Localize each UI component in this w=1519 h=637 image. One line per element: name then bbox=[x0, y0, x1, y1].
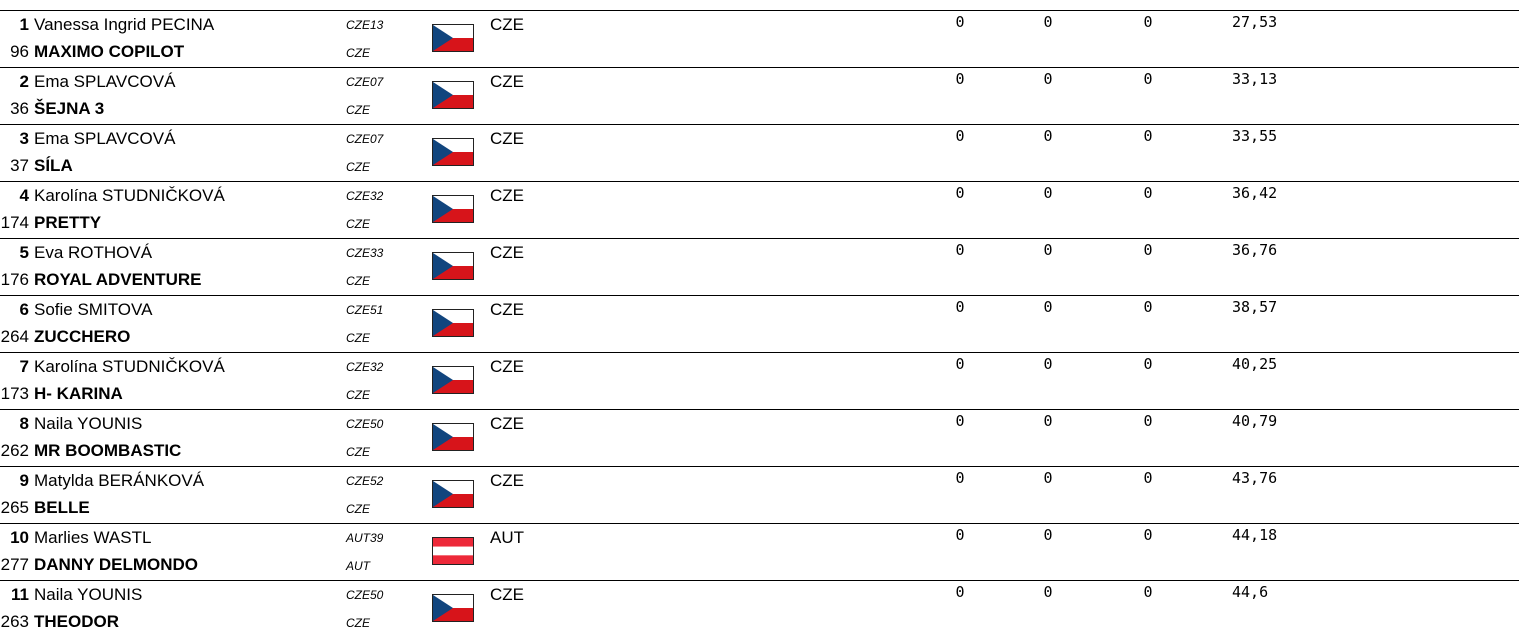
horse-name: ZUCCHERO bbox=[34, 327, 131, 346]
time-value: 40,79 bbox=[1232, 412, 1278, 430]
placing-rank: 8 bbox=[19, 414, 29, 433]
rider-name: Naila YOUNIS bbox=[34, 414, 143, 433]
table-row bbox=[0, 295, 1519, 352]
row-divider bbox=[0, 409, 1519, 410]
faults-round-2: 0 bbox=[1043, 127, 1053, 145]
nation-label: CZE bbox=[490, 129, 524, 148]
faults-round-2: 0 bbox=[1043, 583, 1053, 601]
rider-code: CZE51 bbox=[346, 303, 384, 317]
rider-name: Karolína STUDNIČKOVÁ bbox=[34, 357, 225, 376]
nation-label: AUT bbox=[490, 528, 524, 547]
horse-number: 264 bbox=[0, 327, 29, 346]
horse-nation-code: CZE bbox=[346, 160, 370, 174]
rider-name: Matylda BERÁNKOVÁ bbox=[34, 471, 205, 490]
table-row bbox=[0, 523, 1519, 580]
placing-rank: 3 bbox=[19, 129, 29, 148]
row-divider bbox=[0, 466, 1519, 467]
row-divider bbox=[0, 580, 1519, 581]
placing-rank: 5 bbox=[19, 243, 29, 262]
faults-total: 0 bbox=[1143, 184, 1153, 202]
time-value: 36,76 bbox=[1232, 241, 1278, 259]
horse-name: DANNY DELMONDO bbox=[34, 555, 199, 574]
horse-name: H- KARINA bbox=[34, 384, 123, 403]
time-value: 40,25 bbox=[1232, 355, 1278, 373]
placing-rank: 11 bbox=[11, 585, 29, 604]
placing-rank: 1 bbox=[19, 15, 29, 34]
nation-label: CZE bbox=[490, 300, 524, 319]
horse-number: 37 bbox=[10, 156, 29, 175]
horse-number: 36 bbox=[10, 99, 29, 118]
cze-flag-icon bbox=[432, 24, 474, 52]
horse-name: ROYAL ADVENTURE bbox=[34, 270, 202, 289]
horse-number: 277 bbox=[0, 555, 29, 574]
table-row bbox=[0, 352, 1519, 409]
rider-code: CZE50 bbox=[346, 417, 384, 431]
table-row bbox=[0, 124, 1519, 181]
placing-rank: 4 bbox=[19, 186, 29, 205]
horse-name: BELLE bbox=[34, 498, 90, 517]
horse-nation-code: CZE bbox=[346, 274, 370, 288]
rider-name: Marlies WASTL bbox=[34, 528, 152, 547]
nation-label: CZE bbox=[490, 243, 524, 262]
faults-round-2: 0 bbox=[1043, 298, 1053, 316]
horse-name: SÍLA bbox=[34, 156, 73, 175]
row-divider bbox=[0, 238, 1519, 239]
horse-nation-code: CZE bbox=[346, 388, 370, 402]
faults-total: 0 bbox=[1143, 70, 1153, 88]
faults-round-1: 0 bbox=[955, 469, 965, 487]
faults-round-2: 0 bbox=[1043, 526, 1053, 544]
rider-name: Naila YOUNIS bbox=[34, 585, 143, 604]
faults-round-2: 0 bbox=[1043, 469, 1053, 487]
rider-name: Sofie SMITOVA bbox=[34, 300, 153, 319]
rider-code: AUT39 bbox=[346, 531, 384, 545]
faults-total: 0 bbox=[1143, 298, 1153, 316]
horse-name: MAXIMO COPILOT bbox=[34, 42, 185, 61]
rider-name: Vanessa Ingrid PECINA bbox=[34, 15, 215, 34]
horse-nation-code: CZE bbox=[346, 616, 370, 630]
faults-round-2: 0 bbox=[1043, 13, 1053, 31]
table-row bbox=[0, 67, 1519, 124]
horse-nation-code: CZE bbox=[346, 103, 370, 117]
row-divider bbox=[0, 10, 1519, 11]
horse-nation-code: AUT bbox=[346, 559, 370, 573]
nation-label: CZE bbox=[490, 72, 524, 91]
table-row bbox=[0, 409, 1519, 466]
faults-total: 0 bbox=[1143, 127, 1153, 145]
horse-number: 265 bbox=[0, 498, 29, 517]
rider-code: CZE32 bbox=[346, 189, 384, 203]
cze-flag-icon bbox=[432, 81, 474, 109]
horse-number: 262 bbox=[0, 441, 29, 460]
faults-round-1: 0 bbox=[955, 127, 965, 145]
faults-round-1: 0 bbox=[955, 526, 965, 544]
rider-code: CZE32 bbox=[346, 360, 384, 374]
horse-name: ŠEJNA 3 bbox=[34, 99, 105, 118]
horse-nation-code: CZE bbox=[346, 46, 370, 60]
faults-total: 0 bbox=[1143, 355, 1153, 373]
horse-name: THEODOR bbox=[34, 612, 119, 631]
nation-label: CZE bbox=[490, 186, 524, 205]
horse-number: 174 bbox=[0, 213, 29, 232]
faults-round-2: 0 bbox=[1043, 184, 1053, 202]
faults-round-1: 0 bbox=[955, 412, 965, 430]
placing-rank: 6 bbox=[19, 300, 29, 319]
rider-name: Eva ROTHOVÁ bbox=[34, 243, 153, 262]
time-value: 44,18 bbox=[1232, 526, 1278, 544]
faults-round-1: 0 bbox=[955, 70, 965, 88]
horse-number: 96 bbox=[10, 42, 29, 61]
cze-flag-icon bbox=[432, 195, 474, 223]
faults-total: 0 bbox=[1143, 13, 1153, 31]
time-value: 43,76 bbox=[1232, 469, 1278, 487]
nation-label: CZE bbox=[490, 585, 524, 604]
table-row bbox=[0, 181, 1519, 238]
faults-round-2: 0 bbox=[1043, 412, 1053, 430]
faults-round-2: 0 bbox=[1043, 70, 1053, 88]
horse-nation-code: CZE bbox=[346, 502, 370, 516]
horse-nation-code: CZE bbox=[346, 445, 370, 459]
faults-total: 0 bbox=[1143, 526, 1153, 544]
table-row bbox=[0, 466, 1519, 523]
time-value: 38,57 bbox=[1232, 298, 1278, 316]
row-divider bbox=[0, 352, 1519, 353]
faults-round-1: 0 bbox=[955, 583, 965, 601]
table-row bbox=[0, 238, 1519, 295]
rider-code: CZE07 bbox=[346, 132, 384, 146]
cze-flag-icon bbox=[432, 309, 474, 337]
faults-round-1: 0 bbox=[955, 355, 965, 373]
row-divider bbox=[0, 523, 1519, 524]
faults-total: 0 bbox=[1143, 469, 1153, 487]
rider-code: CZE13 bbox=[346, 18, 384, 32]
table-row bbox=[0, 10, 1519, 67]
horse-nation-code: CZE bbox=[346, 331, 370, 345]
faults-total: 0 bbox=[1143, 241, 1153, 259]
horse-name: MR BOOMBASTIC bbox=[34, 441, 182, 460]
placing-rank: 10 bbox=[10, 528, 29, 547]
nation-label: CZE bbox=[490, 414, 524, 433]
faults-round-2: 0 bbox=[1043, 355, 1053, 373]
horse-number: 263 bbox=[0, 612, 29, 631]
time-value: 44,6 bbox=[1232, 583, 1269, 601]
time-value: 33,13 bbox=[1232, 70, 1278, 88]
time-value: 33,55 bbox=[1232, 127, 1278, 145]
horse-number: 176 bbox=[0, 270, 29, 289]
faults-total: 0 bbox=[1143, 412, 1153, 430]
row-divider bbox=[0, 295, 1519, 296]
row-divider bbox=[0, 124, 1519, 125]
cze-flag-icon bbox=[432, 594, 474, 622]
rider-name: Ema SPLAVCOVÁ bbox=[34, 72, 176, 91]
placing-rank: 7 bbox=[19, 357, 29, 376]
rider-name: Karolína STUDNIČKOVÁ bbox=[34, 186, 225, 205]
faults-round-1: 0 bbox=[955, 298, 965, 316]
rider-code: CZE33 bbox=[346, 246, 384, 260]
row-divider bbox=[0, 67, 1519, 68]
faults-round-1: 0 bbox=[955, 184, 965, 202]
rider-name: Ema SPLAVCOVÁ bbox=[34, 129, 176, 148]
rider-code: CZE50 bbox=[346, 588, 384, 602]
cze-flag-icon bbox=[432, 252, 474, 280]
table-row bbox=[0, 580, 1519, 637]
faults-round-1: 0 bbox=[955, 13, 965, 31]
faults-round-2: 0 bbox=[1043, 241, 1053, 259]
horse-name: PRETTY bbox=[34, 213, 102, 232]
cze-flag-icon bbox=[432, 480, 474, 508]
faults-round-1: 0 bbox=[955, 241, 965, 259]
cze-flag-icon bbox=[432, 138, 474, 166]
aut-flag-icon bbox=[432, 537, 474, 565]
horse-nation-code: CZE bbox=[346, 217, 370, 231]
rider-code: CZE52 bbox=[346, 474, 384, 488]
nation-label: CZE bbox=[490, 15, 524, 34]
placing-rank: 2 bbox=[19, 72, 29, 91]
nation-label: CZE bbox=[490, 471, 524, 490]
nation-label: CZE bbox=[490, 357, 524, 376]
horse-number: 173 bbox=[0, 384, 29, 403]
cze-flag-icon bbox=[432, 423, 474, 451]
row-divider bbox=[0, 181, 1519, 182]
faults-total: 0 bbox=[1143, 583, 1153, 601]
placing-rank: 9 bbox=[19, 471, 29, 490]
time-value: 27,53 bbox=[1232, 13, 1278, 31]
cze-flag-icon bbox=[432, 366, 474, 394]
rider-code: CZE07 bbox=[346, 75, 384, 89]
time-value: 36,42 bbox=[1232, 184, 1278, 202]
